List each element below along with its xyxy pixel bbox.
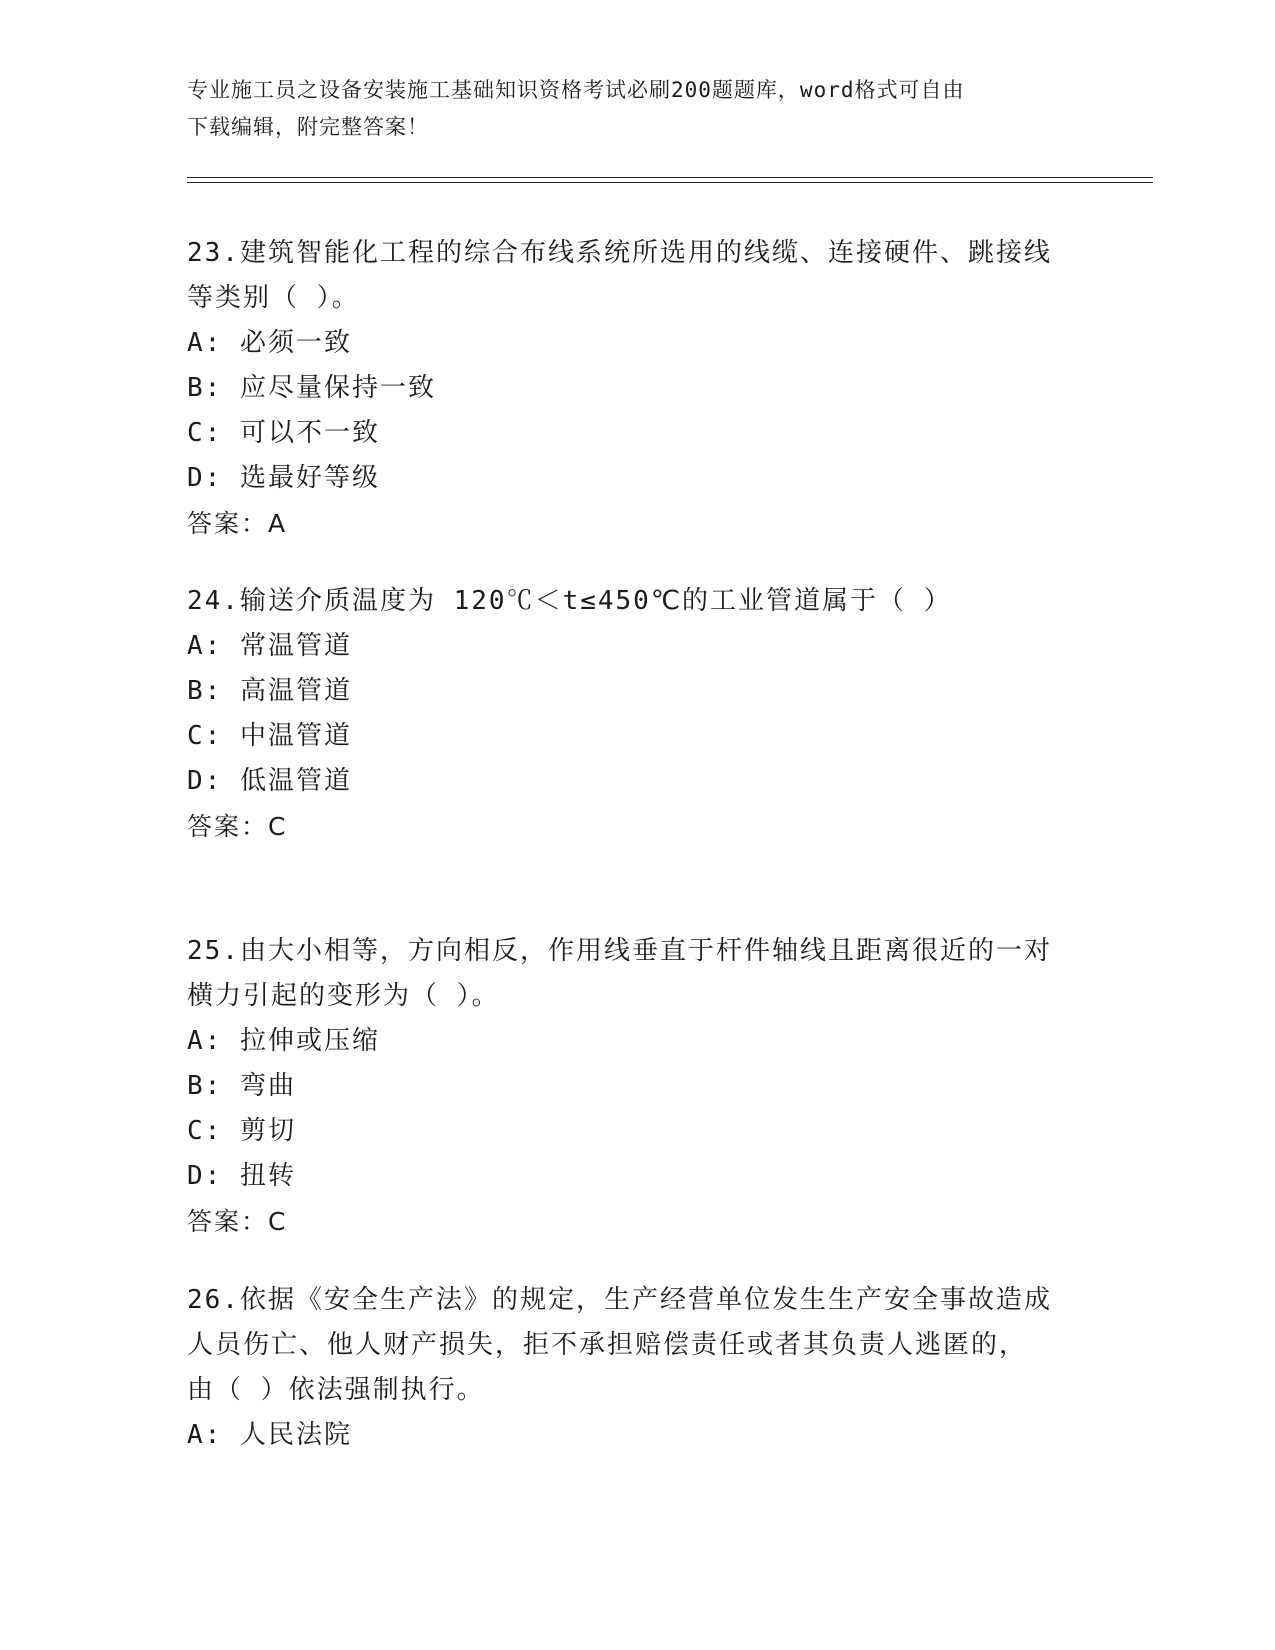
answer: 答案：A (187, 509, 288, 538)
option-d: D: 低温管道 (187, 766, 352, 796)
question-stem-line: 23.建筑智能化工程的综合布线系统所选用的线缆、连接硬件、跳接线 (187, 238, 1052, 268)
question-stem-line: 由（ ）依法强制执行。 (187, 1375, 485, 1405)
answer: 答案：C (187, 812, 288, 841)
question-24 (187, 579, 1087, 849)
header-line-2: 下载编辑，附完整答案！ (187, 115, 429, 139)
option-b: B: 应尽量保持一致 (187, 373, 436, 403)
header-divider-bottom (187, 182, 1153, 183)
header-divider-top (187, 177, 1153, 178)
option-a: A: 必须一致 (187, 328, 352, 358)
question-stem-line: 等类别（ ）。 (187, 283, 360, 313)
option-d: D: 扭转 (187, 1161, 296, 1191)
option-a: A: 拉伸或压缩 (187, 1026, 380, 1056)
option-a: A: 常温管道 (187, 631, 352, 661)
option-d: D: 选最好等级 (187, 463, 380, 493)
option-c: C: 中温管道 (187, 721, 352, 751)
option-c: C: 可以不一致 (187, 418, 380, 448)
question-stem-line: 24.输送介质温度为 120℃＜t≤450℃的工业管道属于（ ） (187, 586, 952, 616)
question-stem-line: 26.依据《安全生产法》的规定，生产经营单位发生生产安全事故造成 (187, 1285, 1052, 1315)
question-26 (187, 1278, 1087, 1458)
option-b: B: 高温管道 (187, 676, 352, 706)
question-stem-line: 人员伤亡、他人财产损失，拒不承担赔偿责任或者其负责人逃匿的， (187, 1330, 1028, 1360)
option-a: A: 人民法院 (187, 1420, 352, 1450)
question-23 (187, 231, 1087, 546)
question-25 (187, 929, 1087, 1244)
document-header (187, 72, 1067, 146)
question-stem-line: 横力引起的变形为（ ）。 (187, 981, 500, 1011)
option-b: B: 弯曲 (187, 1071, 296, 1101)
header-line-1: 专业施工员之设备安装施工基础知识资格考试必刷200题题库，word格式可自由 (187, 78, 965, 102)
option-c: C: 剪切 (187, 1116, 296, 1146)
question-stem-line: 25.由大小相等，方向相反，作用线垂直于杆件轴线且距离很近的一对 (187, 936, 1052, 966)
answer: 答案：C (187, 1207, 288, 1236)
